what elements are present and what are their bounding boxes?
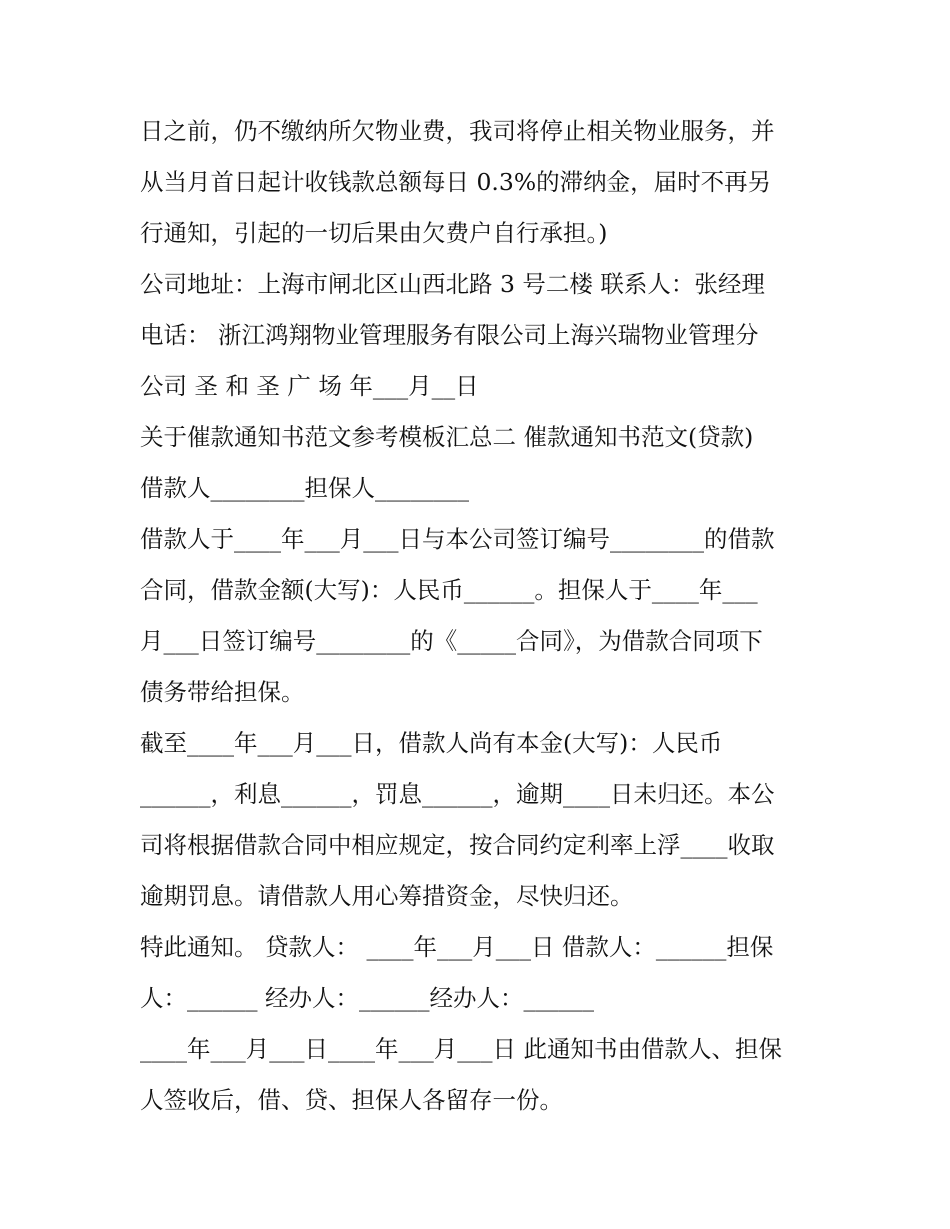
text-line: 人：______ 经办人：______经办人：______: [140, 984, 594, 1012]
text-line: ______，利息______，罚息______，逾期____日未归还。本公: [140, 780, 775, 808]
text-line: 逾期罚息。请借款人用心筹措资金，尽快归还。: [140, 882, 634, 910]
text-line: 截至____年___月___日，借款人尚有本金(大写)：人民币: [140, 729, 723, 757]
text-line: 日之前，仍不缴纳所欠物业费，我司将停止相关物业服务，并: [140, 117, 775, 145]
text-line: 债务带给担保。: [140, 678, 305, 706]
text-line: 月___日签订编号________的《_____合同》，为借款合同项下: [140, 627, 763, 655]
text-line: 从当月首日起计收钱款总额每日 0.3%的滞纳金，届时不再另: [140, 168, 772, 196]
text-line: 公司 圣 和 圣 广 场 年___月__日: [140, 372, 479, 400]
text-line: 借款人________担保人________: [140, 474, 469, 502]
text-line: 电话： 浙江鸿翔物业管理服务有限公司上海兴瑞物业管理分: [140, 321, 759, 349]
text-line: 公司地址：上海市闸北区山西北路 3 号二楼 联系人：张经理: [140, 270, 765, 298]
text-line: 合同，借款金额(大写)：人民币______。担保人于____年___: [140, 576, 758, 604]
text-line: ____年___月___日____年___月___日 此通知书由借款人、担保: [140, 1035, 782, 1063]
text-line: 借款人于____年___月___日与本公司签订编号________的借款: [140, 525, 775, 553]
document-body: [140, 106, 820, 1126]
text-line: 司将根据借款合同中相应规定，按合同约定利率上浮____收取: [140, 831, 775, 859]
section-heading: 关于催款通知书范文参考模板汇总二 催款通知书范文(贷款): [140, 423, 754, 451]
text-line: 特此通知。 贷款人： ____年___月___日 借款人：______担保: [140, 933, 774, 961]
text-line: 行通知，引起的一切后果由欠费户自行承担。): [140, 219, 608, 247]
text-line: 人签收后，借、贷、担保人各留存一份。: [140, 1086, 563, 1114]
